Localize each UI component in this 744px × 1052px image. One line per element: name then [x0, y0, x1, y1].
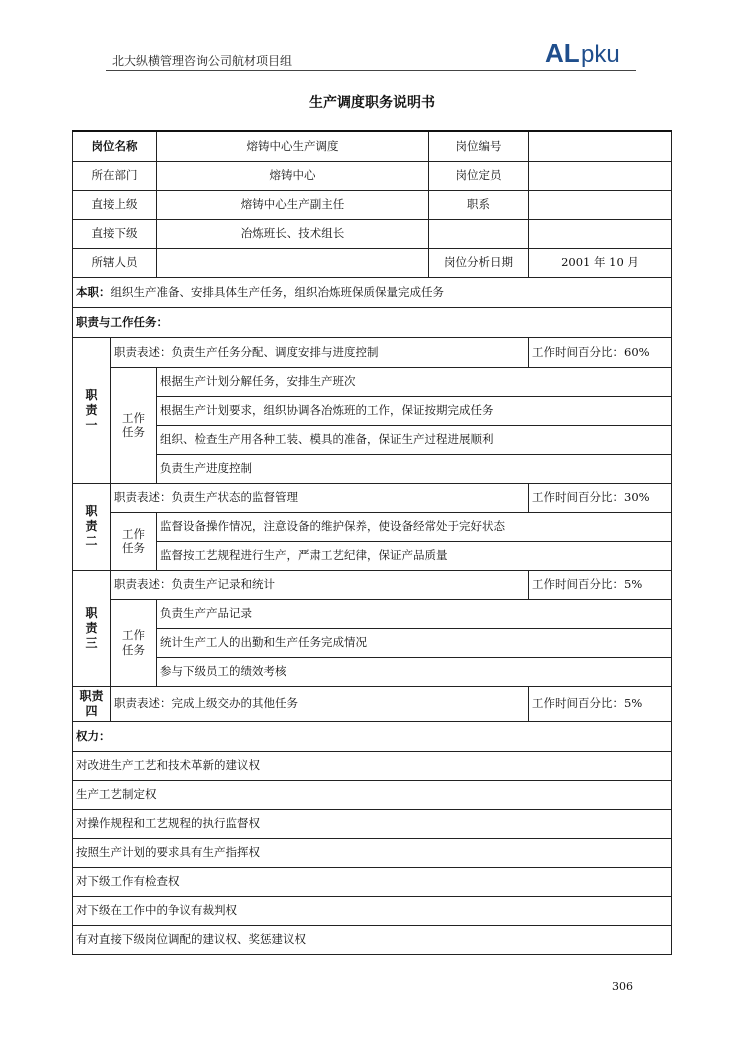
duty-row	[73, 686, 672, 721]
header-org: 北大纵横管理咨询公司航材项目组	[112, 54, 293, 68]
duty-label	[73, 570, 111, 686]
authority-row	[73, 867, 672, 896]
duty-label-char: 职	[85, 504, 98, 518]
info-value	[529, 219, 672, 248]
task-row	[73, 541, 672, 570]
duty-time-percent: 工作时间百分比：5%	[529, 686, 672, 721]
summary-text: 组织生产准备、安排具体生产任务，组织冶炼班保质保量完成任务	[110, 284, 444, 299]
authority-item: 对下级在工作中的争议有裁判权	[73, 896, 672, 925]
task-item: 监督设备操作情况，注意设备的维护保养，使设备经常处于完好状态	[157, 512, 672, 541]
summary-label: 本职：	[76, 284, 111, 299]
info-value: 冶炼班长、技术组长	[157, 219, 429, 248]
info-label: 岗位定员	[429, 161, 529, 190]
info-label: 所辖人员	[73, 248, 157, 277]
info-label: 岗位分析日期	[429, 248, 529, 277]
summary-row	[73, 277, 672, 307]
task-label-line: 工作	[122, 628, 145, 643]
task-label-line: 工作	[122, 410, 145, 425]
page-number: 306	[612, 980, 633, 993]
authority-row	[73, 925, 672, 954]
info-label: 岗位名称	[73, 131, 157, 161]
info-value	[157, 248, 429, 277]
task-row	[73, 599, 672, 628]
task-item: 组织、检查生产用各种工装、模具的准备，保证生产过程进展顺利	[157, 425, 672, 454]
task-item: 根据生产计划分解任务，安排生产班次	[157, 367, 672, 396]
duty-description: 职责表述：负责生产状态的监督管理	[111, 483, 529, 512]
duty-label-char: 三	[85, 635, 98, 650]
task-row	[73, 628, 672, 657]
duties-heading: 职责与工作任务：	[73, 307, 672, 337]
duty-row	[73, 337, 672, 367]
duty-label-char: 职责	[79, 689, 104, 704]
duty-label-char: 责	[85, 519, 98, 533]
info-value	[529, 190, 672, 219]
task-row	[73, 512, 672, 541]
authority-row	[73, 838, 672, 867]
task-row	[73, 657, 672, 686]
duty-label	[73, 686, 111, 721]
task-row	[73, 454, 672, 483]
task-item: 监督按工艺规程进行生产，严肃工艺纪律，保证产品质量	[157, 541, 672, 570]
authority-item: 生产工艺制定权	[73, 780, 672, 809]
svg-text:AL: AL	[545, 38, 580, 68]
task-row	[73, 396, 672, 425]
task-label-line: 任务	[122, 541, 145, 555]
authority-item: 对改进生产工艺和技术革新的建议权	[73, 751, 672, 780]
info-row	[73, 161, 672, 190]
info-label: 岗位编号	[429, 131, 529, 161]
info-value: 熔铸中心	[157, 161, 429, 190]
duty-label-char: 四	[85, 703, 98, 718]
duty-time-percent: 工作时间百分比：60%	[529, 337, 672, 367]
duty-label-char: 一	[85, 417, 98, 432]
duty-label	[73, 337, 111, 483]
info-value: 熔铸中心生产副主任	[157, 190, 429, 219]
summary-cell	[73, 277, 672, 307]
section-heading-row	[73, 307, 672, 337]
info-value: 2001 年 10 月	[529, 248, 672, 277]
alpku-logo	[545, 38, 635, 68]
duty-row	[73, 483, 672, 512]
info-label: 直接上级	[73, 190, 157, 219]
authority-item: 按照生产计划的要求具有生产指挥权	[73, 838, 672, 867]
task-item: 负责生产产品记录	[157, 599, 672, 628]
info-label: 职系	[429, 190, 529, 219]
header-rule	[106, 70, 636, 71]
task-label	[111, 599, 157, 686]
duty-label-char: 责	[85, 620, 98, 635]
task-item: 根据生产计划要求，组织协调各冶炼班的工作，保证按期完成任务	[157, 396, 672, 425]
task-label-line: 工作	[122, 526, 145, 541]
section-heading-row	[73, 721, 672, 751]
svg-text:pku: pku	[581, 41, 620, 68]
info-row	[73, 219, 672, 248]
task-row	[73, 425, 672, 454]
task-row	[73, 367, 672, 396]
job-description-table	[72, 130, 672, 955]
duty-time-percent: 工作时间百分比：30%	[529, 483, 672, 512]
authority-row	[73, 780, 672, 809]
duty-row	[73, 570, 672, 599]
duty-label	[73, 483, 111, 570]
authority-row	[73, 751, 672, 780]
info-row	[73, 190, 672, 219]
duty-label-char: 责	[85, 402, 98, 417]
duty-label-char: 二	[85, 534, 98, 548]
duty-label-char: 职	[85, 605, 98, 620]
duty-label-char: 职	[85, 387, 98, 402]
task-item: 负责生产进度控制	[157, 454, 672, 483]
info-value: 熔铸中心生产调度	[157, 131, 429, 161]
info-value	[529, 131, 672, 161]
document-title: 生产调度职务说明书	[309, 95, 435, 111]
authority-item: 对操作规程和工艺规程的执行监督权	[73, 809, 672, 838]
authority-item: 有对直接下级岗位调配的建议权、奖惩建议权	[73, 925, 672, 954]
duty-description: 职责表述：负责生产记录和统计	[111, 570, 529, 599]
duty-description: 职责表述：负责生产任务分配、调度安排与进度控制	[111, 337, 529, 367]
task-item: 统计生产工人的出勤和生产任务完成情况	[157, 628, 672, 657]
duty-time-percent: 工作时间百分比：5%	[529, 570, 672, 599]
authority-row	[73, 896, 672, 925]
task-label	[111, 367, 157, 483]
task-label	[111, 512, 157, 570]
task-item: 参与下级员工的绩效考核	[157, 657, 672, 686]
task-label-line: 任务	[122, 642, 145, 657]
authority-heading: 权力：	[73, 721, 672, 751]
authority-item: 对下级工作有检查权	[73, 867, 672, 896]
info-row	[73, 248, 672, 277]
info-row	[73, 131, 672, 161]
info-value	[529, 161, 672, 190]
info-label: 所在部门	[73, 161, 157, 190]
task-label-line: 任务	[122, 425, 145, 439]
info-label: 直接下级	[73, 219, 157, 248]
duty-description: 职责表述：完成上级交办的其他任务	[111, 686, 529, 721]
authority-row	[73, 809, 672, 838]
info-label	[429, 219, 529, 248]
